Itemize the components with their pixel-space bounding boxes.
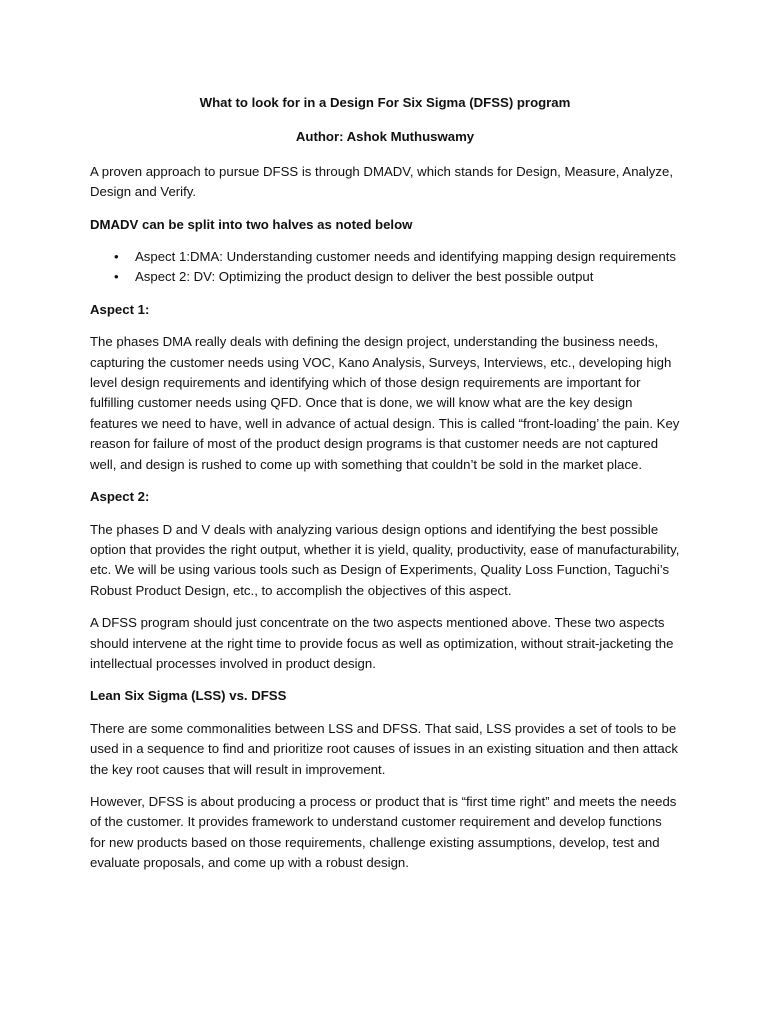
list-item xyxy=(90,267,680,287)
bullet-icon: • xyxy=(114,269,119,285)
list-item-text: Aspect 1:DMA: Understanding customer needs and identifying mapping design requirements xyxy=(135,249,676,265)
aspect2-paragraph: The phases D and V deals with analyzing various design options and identifying the best possible option that provides the right output, whether it is yield, quality, productivity, ease of manufacturability, etc. We will be using various tools such as Design of Experiments, Quality Loss Function, Taguchi’s Robust Product Design, etc., to accomplish the objectives of this aspect. xyxy=(90,521,680,598)
document-author: Author: Ashok Muthuswamy xyxy=(295,129,475,145)
aspects-list xyxy=(90,247,680,288)
document-title: What to look for in a Design For Six Sigma (DFSS) program xyxy=(199,95,571,110)
aspect2-heading: Aspect 2: xyxy=(90,489,150,505)
lss-paragraph: There are some commonalities between LSS and DFSS. That said, LSS provides a set of tools to be used in a sequence to find and prioritize root causes of issues in an existing situation and then attack the key root causes that will result in improvement. xyxy=(90,720,678,777)
document-page xyxy=(90,93,680,874)
however-paragraph: However, DFSS is about producing a process or product that is “first time right” and meets the needs of the customer. It provides framework to understand customer requirement and develop functions for new products based on those requirements, challenge existing assumptions, develop, test and evaluate proposals, and come up with a robust design. xyxy=(90,793,677,871)
dfss-program-paragraph: A DFSS program should just concentrate on the two aspects mentioned above. These two aspects should intervene at the right time to provide focus as well as optimization, without strait-jacketing the intellectual processes involved in product design. xyxy=(90,615,674,671)
split-heading: DMADV can be split into two halves as noted below xyxy=(90,216,413,232)
bullet-icon: • xyxy=(114,249,119,265)
list-item-text: Aspect 2: DV: Optimizing the product design to deliver the best possible output xyxy=(135,269,594,285)
aspect1-paragraph: The phases DMA really deals with defining the design project, understanding the business needs, capturing the customer needs using VOC, Kano Analysis, Surveys, Interviews, etc., developing high level design requirements and identifying which of those design requirements are important for fulfilling customer needs using QFD. Once that is done, we will know what are the key design features we need to have, well in advance of actual design. This is called “front-loading’ the pain. Key reason for failure of most of the product design programs is that customer needs are not captured well, and design is rushed to come up with something that couldn’t be sold in the market place. xyxy=(90,334,680,472)
list-item xyxy=(90,247,680,267)
lss-heading: Lean Six Sigma (LSS) vs. DFSS xyxy=(90,688,287,704)
intro-paragraph: A proven approach to pursue DFSS is through DMADV, which stands for Design, Measure, Analyze, Design and Verify. xyxy=(90,163,673,200)
aspect1-heading: Aspect 1: xyxy=(90,301,150,317)
